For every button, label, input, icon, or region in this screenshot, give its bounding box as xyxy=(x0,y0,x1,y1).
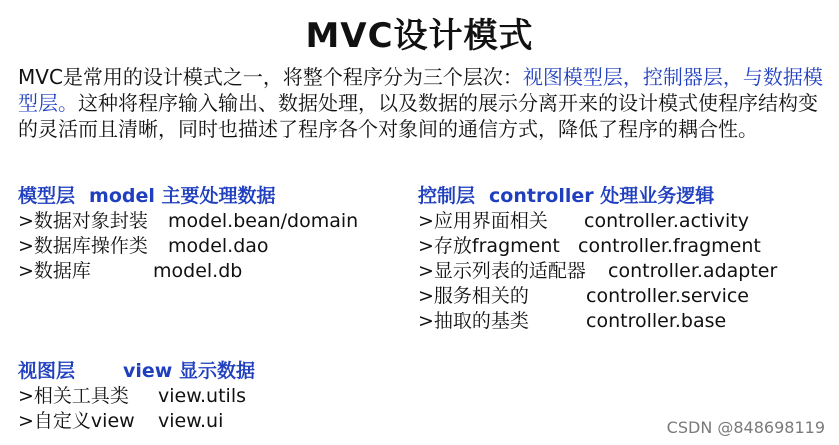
intro-rest: 这种将程序输入输出、数据处理，以及数据的展示分离开来的设计模式使程序结构变的灵活而且清晰，同时也描述了程序各个对象间的通信方式，降低了程序的耦合性。 xyxy=(18,91,818,141)
list-item xyxy=(418,284,777,309)
model-heading-en: model 主要处理数据 xyxy=(89,185,276,207)
item-label: >存放fragment xyxy=(418,235,560,257)
model-heading-cn: 模型层 xyxy=(18,185,76,207)
item-label: >数据库操作类 xyxy=(18,235,148,257)
list-item xyxy=(418,309,777,334)
controller-heading-en: controller 处理业务逻辑 xyxy=(489,185,715,207)
item-label: >服务相关的 xyxy=(418,285,529,307)
item-value: controller.service xyxy=(586,285,749,307)
item-value: controller.base xyxy=(586,310,727,332)
item-value: controller.adapter xyxy=(608,260,778,282)
view-heading-cn: 视图层 xyxy=(18,360,76,382)
item-value: model.db xyxy=(153,260,243,282)
item-label: >显示列表的适配器 xyxy=(418,260,586,282)
list-item xyxy=(418,259,777,284)
list-item xyxy=(18,259,358,284)
view-heading-en: view 显示数据 xyxy=(123,360,255,382)
item-label: >数据库 xyxy=(18,260,91,282)
item-label: >抽取的基类 xyxy=(418,310,529,332)
item-label: >数据对象封装 xyxy=(18,210,148,232)
item-value: controller.fragment xyxy=(578,235,761,257)
item-label: >应用界面相关 xyxy=(418,210,548,232)
item-label: >自定义view xyxy=(18,410,135,432)
item-value: view.utils xyxy=(158,385,246,407)
item-value: view.ui xyxy=(158,410,224,432)
controller-heading-cn: 控制层 xyxy=(418,185,476,207)
list-item xyxy=(18,209,358,234)
item-label: >相关工具类 xyxy=(18,385,129,407)
view-section xyxy=(18,359,255,434)
item-value: model.dao xyxy=(168,235,269,257)
item-value: controller.activity xyxy=(584,210,749,232)
intro-paragraph xyxy=(18,64,830,142)
model-section xyxy=(18,184,358,284)
list-item xyxy=(418,209,777,234)
controller-section xyxy=(418,184,777,334)
controller-heading xyxy=(418,184,777,209)
list-item xyxy=(18,234,358,259)
list-item xyxy=(18,384,255,409)
intro-lead: MVC是常用的设计模式之一，将整个程序分为三个层次： xyxy=(18,65,523,89)
item-value: model.bean/domain xyxy=(168,210,359,232)
watermark: CSDN @848698119 xyxy=(666,418,825,437)
intro-highlight: 视图模型层，控制器层，与数据模型层。 xyxy=(18,65,823,115)
view-heading xyxy=(18,359,255,384)
list-item xyxy=(418,234,777,259)
model-heading xyxy=(18,184,358,209)
page-title: MVC设计模式 xyxy=(305,16,534,56)
list-item xyxy=(18,409,255,434)
